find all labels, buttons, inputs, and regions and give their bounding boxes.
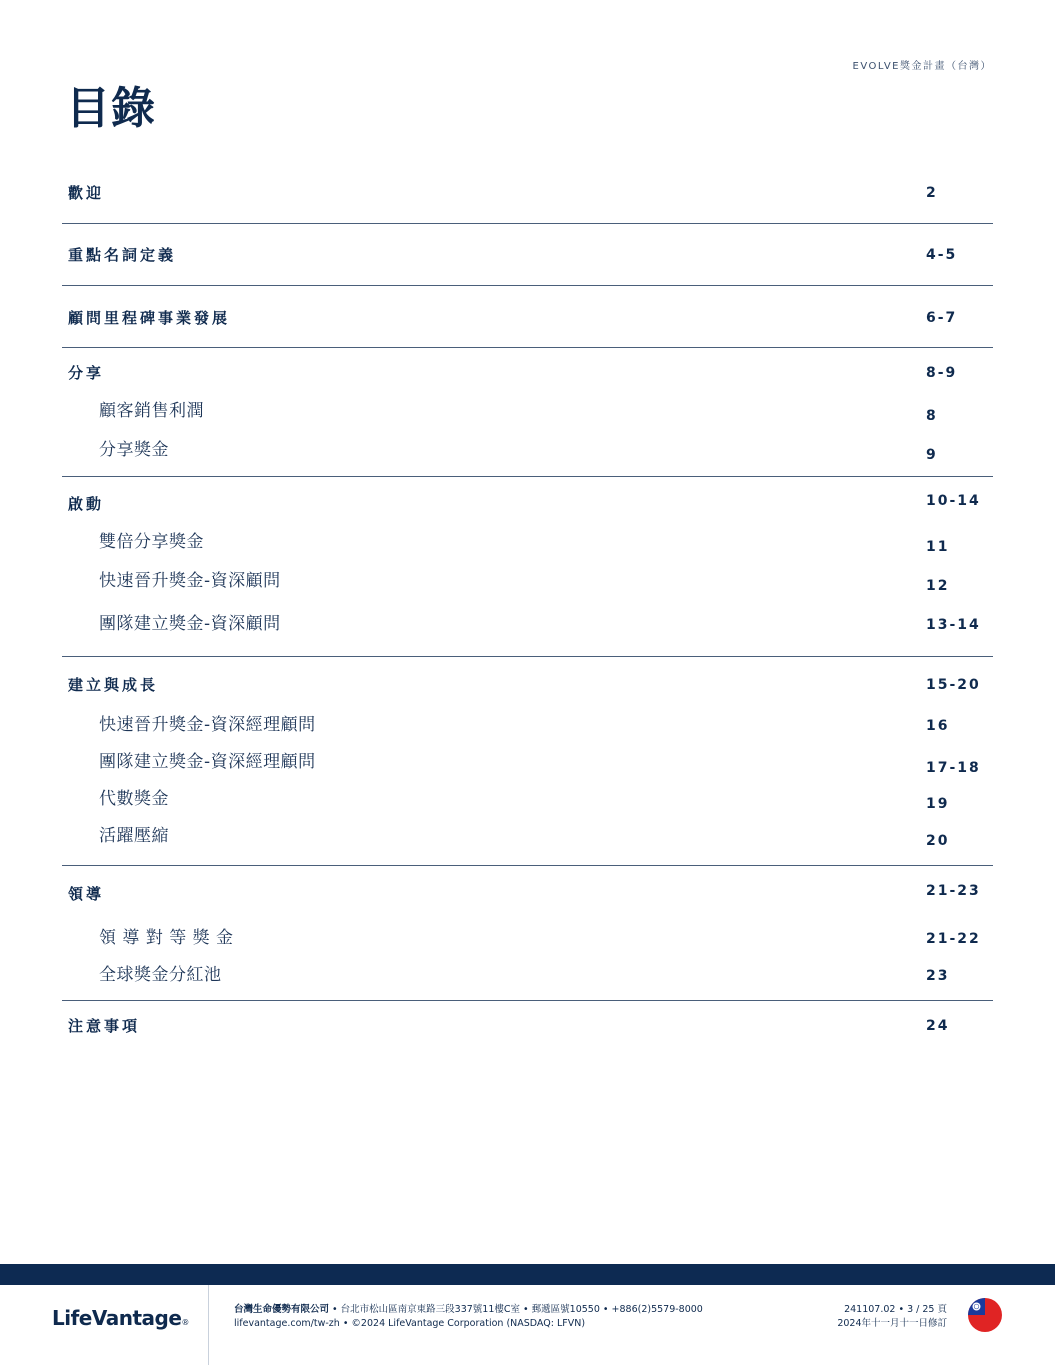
divider <box>62 656 993 657</box>
toc-section-welcome[interactable] <box>62 177 992 209</box>
toc-entry[interactable] <box>62 395 992 427</box>
toc-label: 活躍壓縮 <box>99 826 169 846</box>
footer-doc-meta <box>837 1303 947 1331</box>
divider <box>62 476 993 477</box>
toc-label: 快速晉升獎金-資深顧問 <box>99 571 281 591</box>
toc-section-notes[interactable] <box>62 1010 992 1042</box>
toc-label: 重點名詞定義 <box>68 246 177 264</box>
page-title: 目錄 <box>66 83 156 134</box>
toc-section-launch[interactable] <box>62 488 992 520</box>
toc-label: 顧問里程碑事業發展 <box>68 309 231 327</box>
toc-section-milestones[interactable] <box>62 302 992 334</box>
registered-mark: ® <box>181 1318 189 1327</box>
toc-entry[interactable] <box>62 820 992 852</box>
toc-entry[interactable] <box>62 746 992 778</box>
toc-section-definitions[interactable] <box>62 239 992 271</box>
toc-page-number: 10-14 <box>926 493 981 509</box>
footer-divider <box>208 1285 209 1365</box>
divider <box>62 865 993 866</box>
toc-label: 歡迎 <box>68 184 105 202</box>
divider <box>62 1000 993 1001</box>
toc-page-number: 9 <box>926 447 938 463</box>
toc-entry[interactable] <box>62 783 992 815</box>
toc-label: 分享獎金 <box>99 440 169 460</box>
toc-label: 顧客銷售利潤 <box>99 401 204 421</box>
toc-label: 領導 <box>68 885 105 903</box>
toc-label: 代數獎金 <box>99 789 169 809</box>
toc-entry[interactable] <box>62 608 992 640</box>
toc-page-number: 19 <box>926 796 950 812</box>
divider <box>62 223 993 224</box>
website-copyright: lifevantage.com/tw-zh • ©2024 LifeVantage Corporation (NASDAQ: LFVN) <box>234 1318 586 1329</box>
toc-entry[interactable] <box>62 526 992 558</box>
taiwan-flag-icon <box>968 1298 1002 1332</box>
document-tag: EVOLVE獎金計畫（台灣） <box>852 61 992 72</box>
toc-entry[interactable] <box>62 922 992 954</box>
toc-page-number: 12 <box>926 578 950 594</box>
toc-page-number: 20 <box>926 833 950 849</box>
toc-page-number: 21-22 <box>926 931 981 947</box>
toc-section-build-grow[interactable] <box>62 669 992 701</box>
toc-entry[interactable] <box>62 959 992 991</box>
toc-page-number: 11 <box>926 539 950 555</box>
toc-label: 建立與成長 <box>68 676 159 694</box>
toc-page-number: 4-5 <box>926 247 958 263</box>
revision-date: 2024年十一月十一日修訂 <box>837 1318 947 1329</box>
divider <box>62 347 993 348</box>
toc-section-leadership[interactable] <box>62 878 992 910</box>
footer-company-info <box>234 1303 703 1331</box>
toc-page-number: 13-14 <box>926 617 981 633</box>
toc-page-number: 17-18 <box>926 760 981 776</box>
toc-label: 快速晉升獎金-資深經理顧問 <box>99 715 316 735</box>
toc-label: 啟動 <box>68 495 105 513</box>
toc-page-number: 15-20 <box>926 677 981 693</box>
toc-label: 全球獎金分紅池 <box>99 965 222 985</box>
toc-page-number: 8-9 <box>926 365 958 381</box>
toc-page-number: 16 <box>926 718 950 734</box>
toc-page-number: 6-7 <box>926 310 958 326</box>
toc-entry[interactable] <box>62 434 992 466</box>
toc-label: 團隊建立獎金-資深顧問 <box>99 614 281 634</box>
lifevantage-logo <box>52 1306 189 1330</box>
toc-label: 注意事項 <box>68 1017 141 1035</box>
toc-label: 團隊建立獎金-資深經理顧問 <box>99 752 316 772</box>
toc-page-number: 24 <box>926 1018 950 1034</box>
divider <box>62 285 993 286</box>
toc-page-number: 23 <box>926 968 950 984</box>
toc-label: 領 導 對 等 獎 金 <box>99 928 234 948</box>
toc-page-number: 8 <box>926 408 938 424</box>
doc-code-page: 241107.02 • 3 / 25 頁 <box>844 1304 947 1315</box>
toc-label: 分享 <box>68 364 105 382</box>
toc-page-number: 21-23 <box>926 883 981 899</box>
footer-band <box>0 1264 1055 1285</box>
company-name: 台灣生命優勢有限公司 <box>234 1304 330 1315</box>
toc-label: 雙倍分享獎金 <box>99 532 204 552</box>
toc-page-number: 2 <box>926 185 938 201</box>
toc-entry[interactable] <box>62 709 992 741</box>
company-address: • 台北市松山區南京東路三段337號11樓C室 • 郵遞區號10550 • +886(2)5579-8000 <box>329 1304 703 1315</box>
logo-text: LifeVantage <box>52 1306 182 1330</box>
toc-section-share[interactable] <box>62 357 992 389</box>
toc-entry[interactable] <box>62 565 992 597</box>
